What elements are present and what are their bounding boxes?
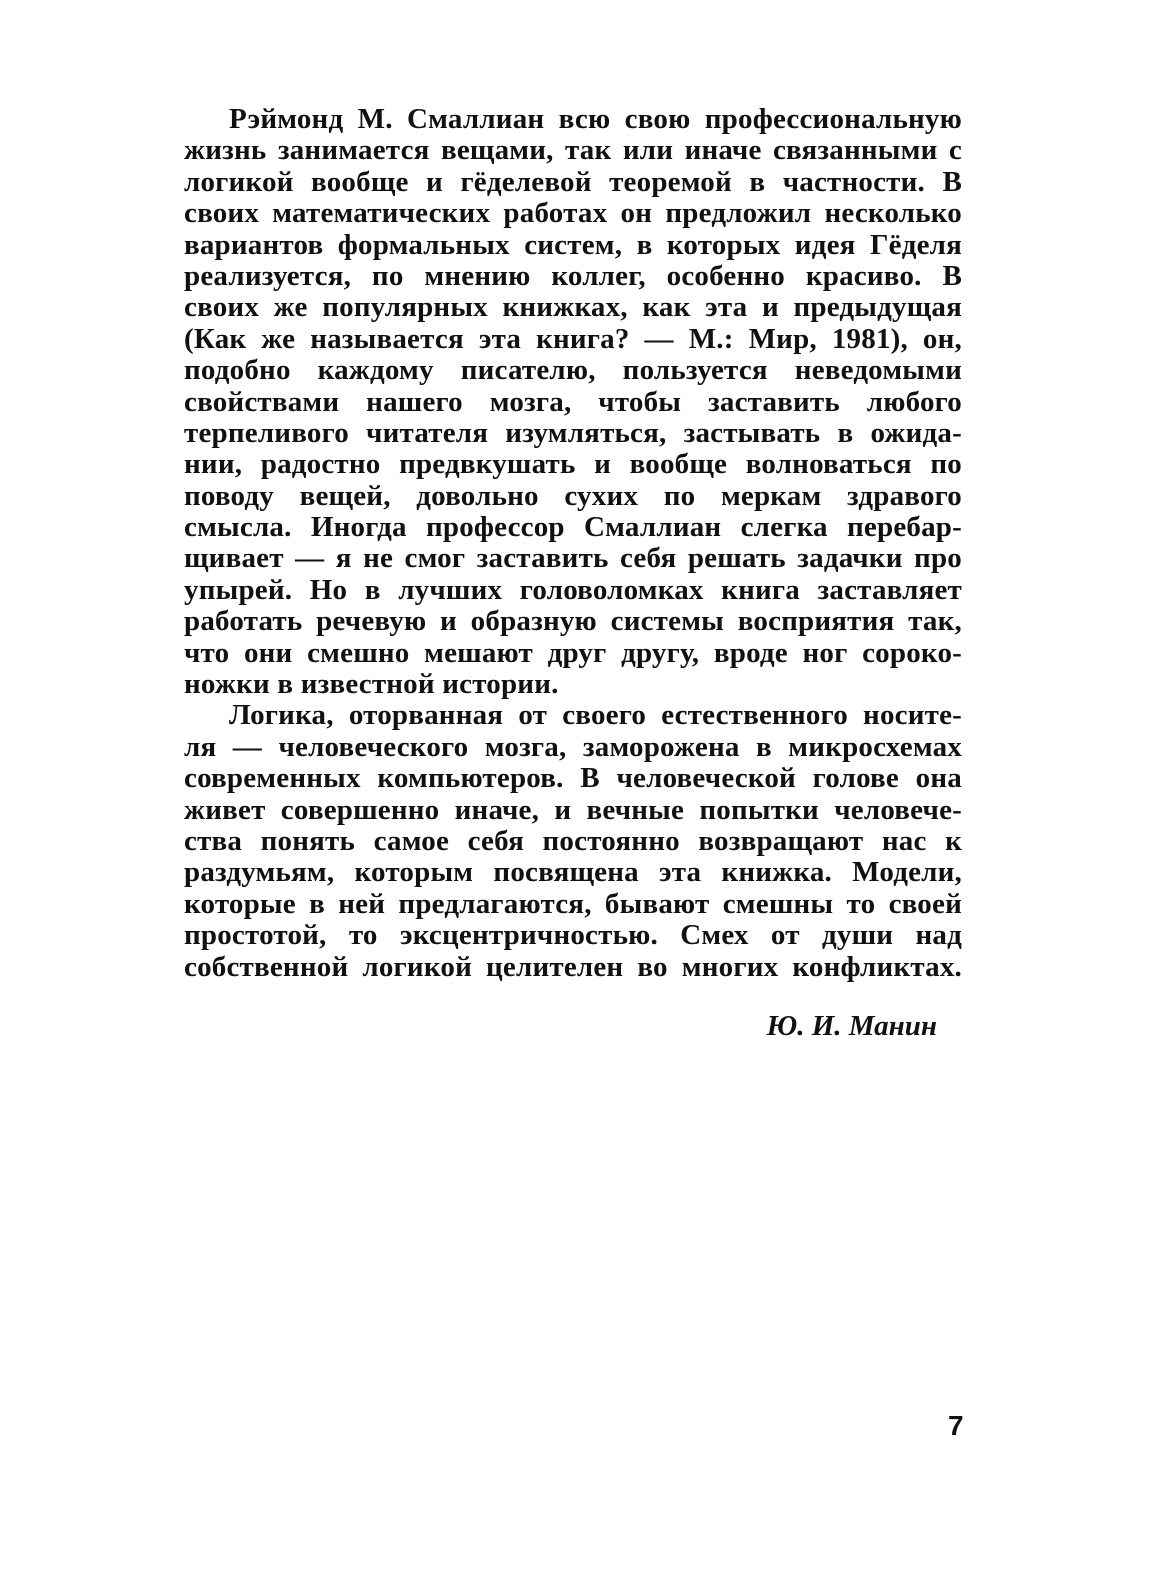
page-number: 7 — [948, 1410, 964, 1441]
paragraph-1-line: логикой вообще и гёделевой теоремой в частности. В — [184, 165, 962, 198]
paragraph-1-line: терпеливого читателя изумляться, застывать в ожида- — [184, 416, 962, 449]
paragraph-1-line: что они смешно мешают друг другу, вроде ног сороко- — [184, 636, 962, 669]
paragraph-2-line: ля — человеческого мозга, заморожена в микросхемах — [184, 730, 962, 763]
paragraph-1-line: Рэймонд М. Смаллиан всю свою профессиональную — [229, 103, 962, 135]
author-signature: Ю. И. Манин — [766, 1010, 937, 1042]
paragraph-2-line: простотой, то эксцентричностью. Смех от души над — [184, 919, 962, 952]
paragraph-1-line: свойствами нашего мозга, чтобы заставить любого — [184, 385, 962, 418]
paragraph-2-line: раздумьям, которым посвящена эта книжка. Модели, — [184, 856, 962, 889]
paragraph-1-line: смысла. Иногда профессор Смаллиан слегка перебар- — [184, 511, 962, 544]
paragraph-1-line: вариантов формальных систем, в которых идея Гёделя — [184, 228, 962, 261]
paragraph-1-line: своих же популярных книжках, как эта и предыдущая — [184, 291, 962, 324]
paragraph-1-line: ножки в известной истории. — [184, 668, 559, 701]
paragraph-1-line: щивает — я не смог заставить себя решать задачки про — [184, 542, 962, 575]
paragraph-2-line: ства понять самое себя постоянно возвращают нас к — [184, 824, 962, 857]
paragraph-1-line: нии, радостно предвкушать и вообще волноваться по — [184, 448, 962, 481]
paragraph-1-line: поводу вещей, довольно сухих по меркам здравого — [184, 479, 962, 512]
paragraph-2-line: которые в ней предлагаются, бывают смешны то своей — [184, 887, 962, 920]
paragraph-1-line: реализуется, по мнению коллег, особенно красиво. В — [184, 259, 962, 292]
paragraph-1-line: (Как же называется эта книга? — М.: Мир, 1981), он, — [184, 322, 962, 355]
paragraph-2-line: Логика, оторванная от своего естественного носите- — [229, 699, 962, 732]
paragraph-1-line: подобно каждому писателю, пользуется неведомыми — [184, 354, 962, 387]
paragraph-2-line: живет совершенно иначе, и вечные попытки человече- — [184, 793, 962, 826]
paragraph-1-line: упырей. Но в лучших головоломках книга заставляет — [184, 573, 962, 606]
preface-text — [184, 104, 962, 983]
paragraph-2-line: современных компьютеров. В человеческой голове она — [184, 762, 962, 795]
paragraph-2-line: собственной логикой целителен во многих конфликтах. — [184, 950, 962, 983]
paragraph-1-line: жизнь занимается вещами, так или иначе связанными с — [184, 134, 962, 167]
paragraph-1-line: своих математических работах он предложил несколько — [184, 197, 962, 230]
paragraph-1-line: работать речевую и образную системы восприятия так, — [184, 605, 962, 638]
